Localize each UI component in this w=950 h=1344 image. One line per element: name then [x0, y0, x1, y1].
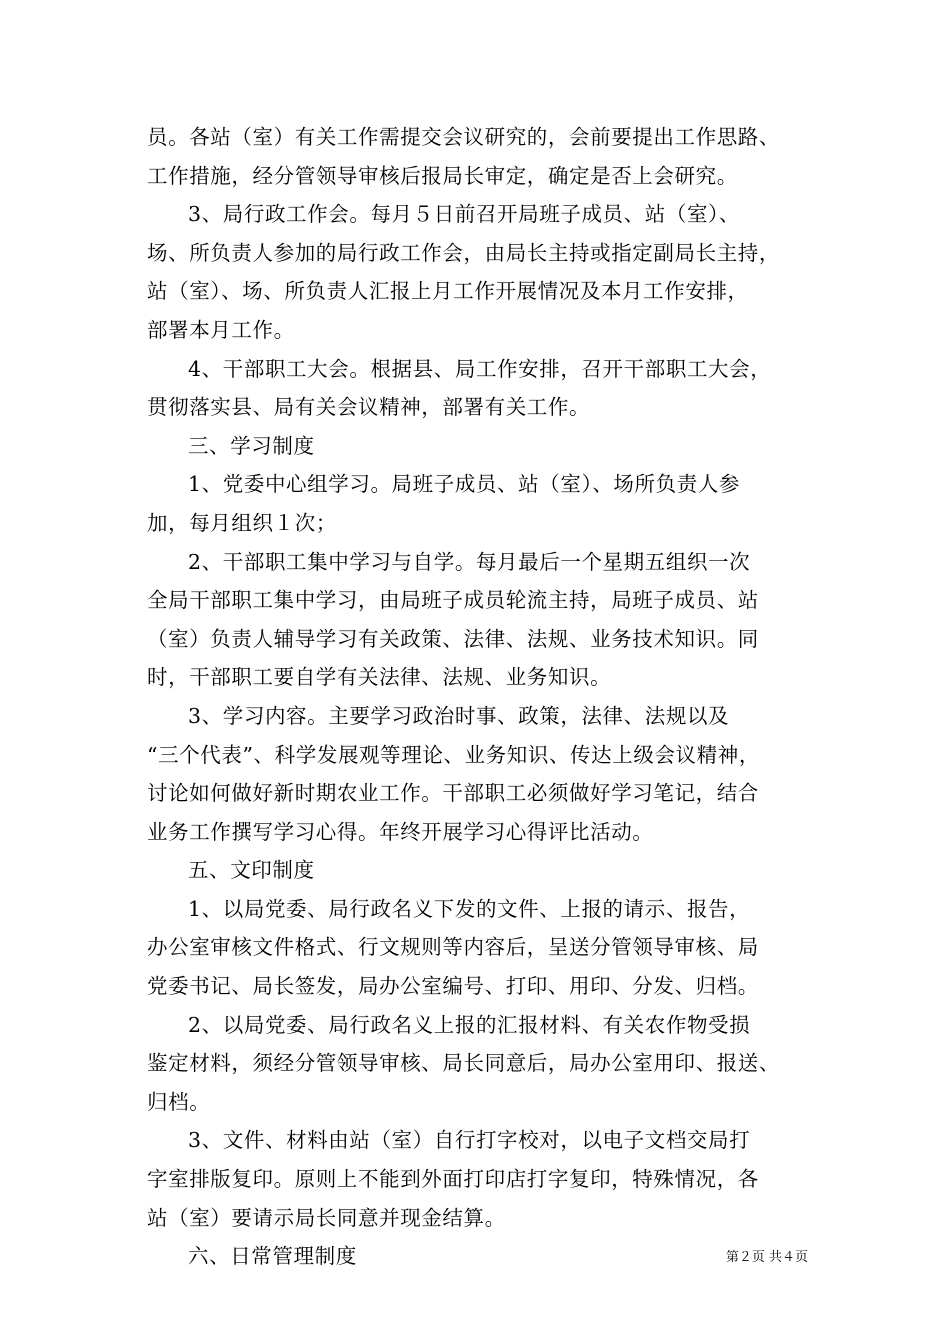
document-body: [147, 118, 807, 1276]
text-line: 三、学习制度: [188, 433, 315, 458]
text-line: 办公室审核文件格式、行文规则等内容后，呈送分管领导审核、局: [147, 935, 759, 960]
text-line: 时，干部职工要自学有关法律、法规、业务知识。: [147, 665, 612, 690]
text-line: 1、以局党委、局行政名义下发的文件、上报的请示、报告，: [188, 896, 751, 921]
text-line: 站（室）、场、所负责人汇报上月工作开展情况及本月工作安排，: [147, 279, 749, 304]
text-line: 部署本月工作。: [147, 317, 295, 342]
text-line: 字室排版复印。原则上不能到外面打印店打字复印，特殊情况，各: [147, 1167, 759, 1192]
text-line: 3、局行政工作会。每月５日前召开局班子成员、站（室）、: [188, 202, 740, 227]
text-line: 全局干部职工集中学习，由局班子成员轮流主持，局班子成员、站: [147, 588, 759, 613]
text-line: 党委书记、局长签发，局办公室编号、打印、用印、分发、归档。: [147, 974, 759, 999]
text-line: 五、文印制度: [188, 858, 315, 883]
text-line: （室）负责人辅导学习有关政策、法律、法规、业务技术知识。同: [147, 626, 759, 651]
text-line: 1、党委中心组学习。局班子成员、站（室）、场所负责人参: [188, 472, 740, 497]
text-line: 2、干部职工集中学习与自学。每月最后一个星期五组织一次: [188, 549, 751, 574]
text-line: 员。各站（室）有关工作需提交会议研究的，会前要提出工作思路、: [147, 125, 780, 149]
text-line: 站（室）要请示局长同意并现金结算。: [147, 1205, 506, 1230]
text-line: 鉴定材料，须经分管领导审核、局长同意后，局办公室用印、报送、: [147, 1051, 780, 1076]
text-line: 3、学习内容。主要学习政治时事、政策，法律、法规以及: [188, 703, 730, 728]
page-number: 第２页 共４页: [725, 1250, 808, 1265]
text-line: 2、以局党委、局行政名义上报的汇报材料、有关农作物受损: [188, 1012, 751, 1037]
text-line: 加，每月组织１次；: [147, 510, 337, 535]
text-line: 业务工作撰写学习心得。年终开展学习心得评比活动。: [147, 819, 654, 844]
text-line: 4、干部职工大会。根据县、局工作安排，召开干部职工大会，: [188, 356, 772, 381]
text-line: 归档。: [147, 1089, 211, 1114]
text-line: 3、文件、材料由站（室）自行打字校对，以电子文档交局打: [188, 1128, 751, 1153]
text-line: 场、所负责人参加的局行政工作会，由局长主持或指定副局长主持，: [147, 240, 780, 265]
text-line: “三个代表”、科学发展观等理论、业务知识、传达上级会议精神，: [147, 742, 760, 767]
text-line: 六、日常管理制度: [188, 1244, 357, 1269]
text-line: 贯彻落实县、局有关会议精神，部署有关工作。: [147, 395, 591, 420]
text-line: 工作措施，经分管领导审核后报局长审定，确定是否上会研究。: [147, 163, 738, 188]
text-line: 讨论如何做好新时期农业工作。干部职工必须做好学习笔记，结合: [147, 781, 759, 806]
